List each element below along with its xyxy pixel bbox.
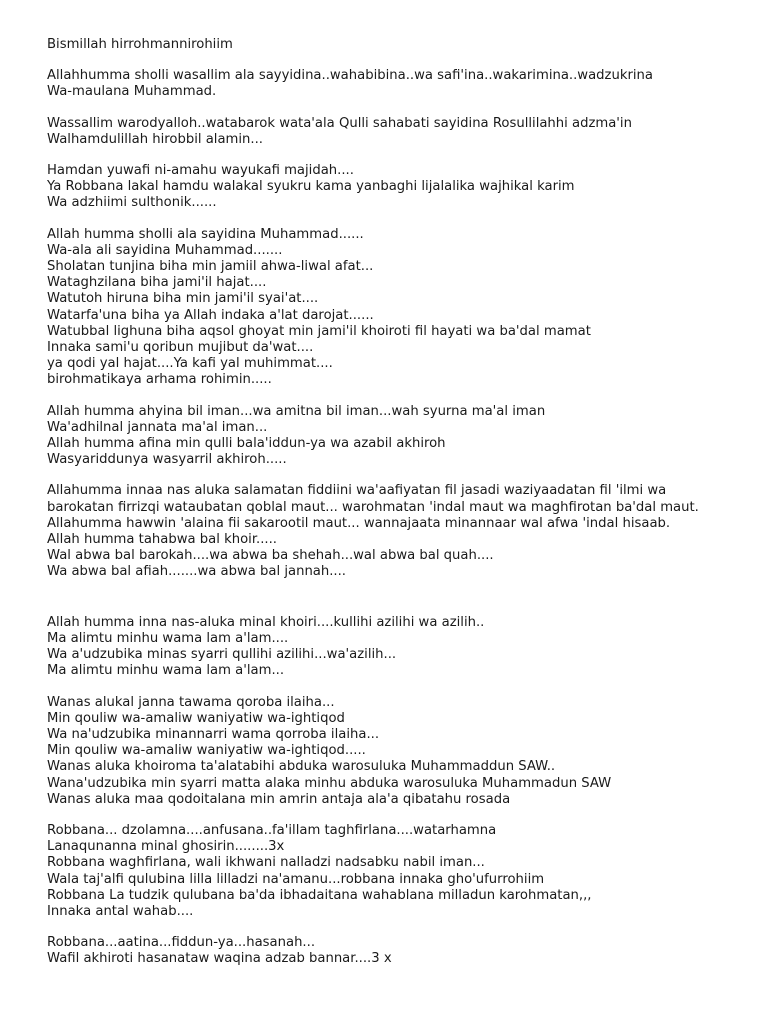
text-line: Wa na'udzubika minannarri wama qorroba ilaiha... [47,726,380,742]
text-line: Allah humma afina min qulli bala'iddun-ya wa azabil akhiroh [47,436,446,452]
text-line: Wassallim warodyalloh..watabarok wata'ala Qulli sahabati sayidina Rosullilahhi adzma'in [47,115,632,131]
text-line: Ma alimtu minhu wama lam a'lam... [47,663,285,679]
paragraph-sholli [47,227,737,389]
text-line: Wana'udzubika min syarri matta alaka minhu abduka warosuluka Muhammadun SAW [47,775,612,791]
text-line: Robbana La tudzik qulubana ba'da ibhadaitana wahablana milladun karohmatan,,, [47,887,592,903]
text-line: Lanaqunanna minal ghosirin........3x [47,839,285,855]
paragraph-salawat [47,68,737,100]
paragraph-robbana-aatina [47,935,737,967]
document-page [47,37,737,968]
text-line: Wa-maulana Muhammad. [47,84,217,100]
text-line: Innaka sami'u qoribun mujibut da'wat.... [47,340,314,356]
paragraph-hamdan [47,163,737,212]
paragraph-janna [47,695,737,808]
paragraph-ahyina [47,404,737,469]
text-line: Wanas aluka maa qodoitalana min amrin antaja ala'a qibatahu rosada [47,791,511,807]
text-line: Robbana...aatina...fiddun-ya...hasanah... [47,935,316,951]
text-line: Allahhumma sholli wasallim ala sayyidina..wahabibina..wa safi'ina..wakarimina..wadzukrina [47,68,653,84]
text-line: Wataghzilana biha jami'il hajat.... [47,275,267,291]
text-line: Watarfa'una biha ya Allah indaka a'lat darojat...... [47,307,374,323]
text-line: Hamdan yuwafi ni-amahu wayukafi majidah.... [47,163,354,179]
text-line: Min qouliw wa-amaliw waniyatiw wa-ightiqod [47,710,345,726]
text-line: Wa adzhiimi sulthonik...... [47,195,217,211]
text-line: Min qouliw wa-amaliw waniyatiw wa-ightiqod..... [47,743,366,759]
text-line: Wa abwa bal afiah.......wa abwa bal jannah.... [47,564,347,580]
text-line: Wafil akhiroti hasanataw waqina adzab bannar....3 x [47,951,392,967]
text-line: Allah humma ahyina bil iman...wa amitna bil iman...wah syurna ma'al iman [47,403,546,419]
paragraph-khoiri [47,615,737,680]
text-line: Robbana... dzolamna....anfusana..fa'illam taghfirlana....watarhamna [47,822,497,838]
text-line: Allah humma inna nas-aluka minal khoiri....kullihi azilihi wa azilih.. [47,614,485,630]
paragraph-wassallim [47,116,737,148]
paragraph-salamatan [47,483,737,580]
text-line: Innaka antal wahab.... [47,903,194,919]
text-line: barokatan firrizqi wataubatan qoblal maut... warohmatan 'indal maut wa maghfirotan ba'dal maut. [47,499,699,515]
text-line: ya qodi yal hajat....Ya kafi yal muhimmat.... [47,356,333,372]
text-line: Wanas alukal janna tawama qoroba ilaiha... [47,694,335,710]
text-line: Wala taj'alfi qulubina lilla lilladzi na'amanu...robbana innaka gho'ufurrohiim [47,871,545,887]
text-line: Wa-ala ali sayidina Muhammad....... [47,242,283,258]
paragraph-robbana-dzolamna [47,823,737,920]
text-line: Allahumma hawwin 'alaina fii sakarootil maut... wannajaata minannaar wal afwa 'indal hisaab. [47,515,671,531]
text-line: Watubbal lighuna biha aqsol ghoyat min jami'il khoiroti fil hayati wa ba'dal mamat [47,323,591,339]
text-line: birohmatikaya arhama rohimin..... [47,372,272,388]
text-line: Sholatan tunjina biha min jamiil ahwa-liwal afat... [47,259,374,275]
text-line: Wasyariddunya wasyarril akhiroh..... [47,452,287,468]
text-line: Allahumma innaa nas aluka salamatan fiddiini wa'aafiyatan fil jasadi waziyaadatan fil 'ilmi wa [47,483,667,499]
text-line: Allah humma tahabwa bal khoir..... [47,532,277,548]
text-line: Allah humma sholli ala sayidina Muhammad...... [47,226,364,242]
text-line: Wal abwa bal barokah....wa abwa ba shehah...wal abwa bal quah.... [47,548,494,564]
text-line: Ma alimtu minhu wama lam a'lam.... [47,630,289,646]
document-title: Bismillah hirrohmannirohiim [47,37,233,52]
text-line: Wa'adhilnal jannata ma'al iman... [47,419,268,435]
text-line: Robbana waghfirlana, wali ikhwani nalladzi nadsabku nabil iman... [47,855,485,871]
text-line: Watutoh hiruna biha min jami'il syai'at.... [47,291,319,307]
text-line: Ya Robbana lakal hamdu walakal syukru kama yanbaghi lijalalika wajhikal karim [47,179,575,195]
text-line: Wa a'udzubika minas syarri qullihi azilihi...wa'azilih... [47,647,397,663]
text-line: Wanas aluka khoiroma ta'alatabihi abduka warosuluka Muhammaddun SAW.. [47,759,556,775]
text-line: Walhamdulillah hirobbil alamin... [47,131,263,147]
